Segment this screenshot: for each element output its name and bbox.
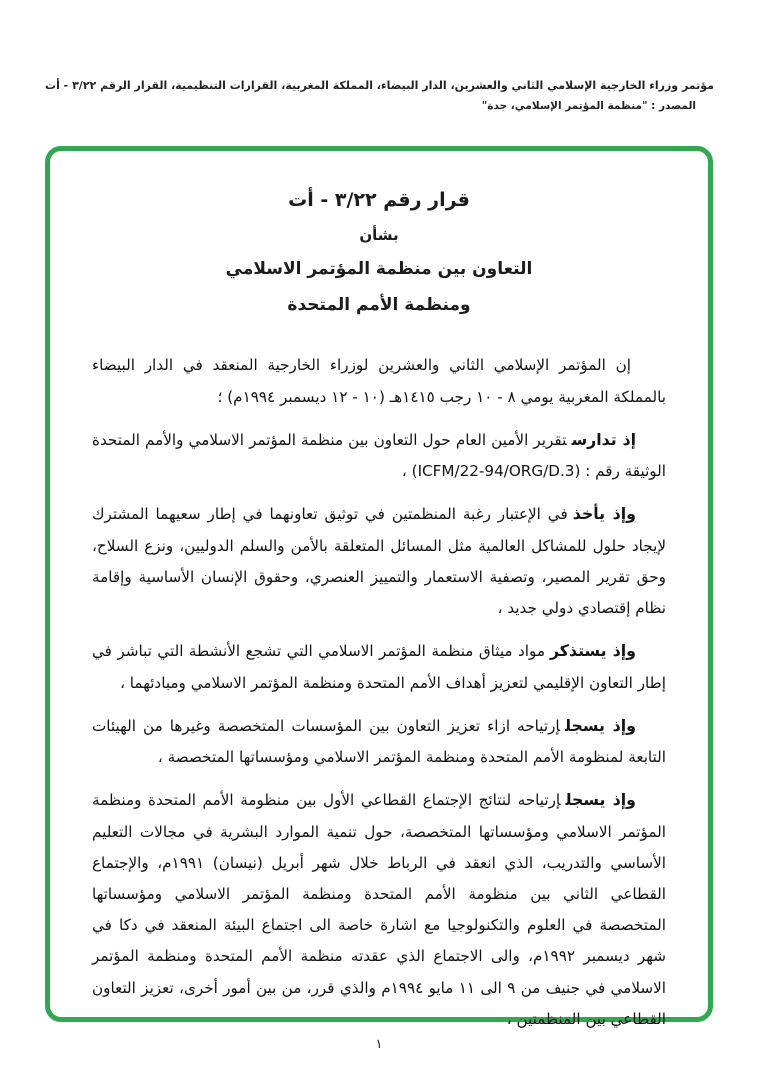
paragraph-text: إرتياحه لنتائج الإجتماع القطاعي الأول بين منظومة الأمم المتحدة ومنظمة المؤتمر الاسلامي ومؤسساتها المتخصصة، حول تنمية الموارد البشرية في مجالات التعليم الأساسي والتدريب، الذي انعقد في الرباط خلال شهر أبريل (نيسان) ١٩٩١م، والإجتماع القطاعي الثاني بين منظومة الأمم المتحدة ومنظمة المؤتمر الاسلامي ومؤسساتها المتخصصة في العلوم والتكنولوجيا مع اشارة خاصة الى اجتماع البيئة المنعقد في دكا في شهر ديسمبر ١٩٩٢م، والى الاجتماع الذي عقدته منظمة الأمم المتحدة ومنظمة المؤتمر الاسلامي في جنيف من ٩ الى ١١ مايو ١٩٩٤م والذي قرر، من بين أمور أخرى، تعزيز التعاون القطاعي بين المنظمتين ،	[92, 791, 667, 1028]
resolution-body	[92, 349, 666, 1034]
paragraph-text: تقرير الأمين العام حول التعاون بين منظمة المؤتمر الاسلامي والأمم المتحدة الوثيقة رقم : (ICFM/22-94/ORG/D.3) ،	[92, 430, 666, 481]
citation-line: مؤتمر وزراء الخارجية الإسلامي الثاني والعشرين، الدار البيضاء، المملكة المغربية، القرارات التنظيمية، القرار الرقم ٣/٢٢ - أت	[45, 79, 714, 92]
paragraph-lead: وإذ يسجل	[565, 715, 636, 735]
page-number: ١	[375, 1037, 383, 1052]
paragraph-preamble	[92, 349, 666, 413]
paragraph-taking-into-account	[92, 498, 666, 624]
paragraph-lead: وإذ يأخذ	[572, 504, 636, 524]
resolution-subject-line-2: ومنظمة الأمم المتحدة	[287, 294, 471, 315]
resolution-subject-word: بشأن	[359, 226, 399, 244]
paragraph-text: مواد ميثاق منظمة المؤتمر الاسلامي التي تشجع الأنشطة التي تباشر في إطار التعاون الإقليمي لتعزيز أهداف الأمم المتحدة ومنظمة المؤتمر الاسلامي ومبادئهما ،	[92, 642, 666, 692]
paragraph-text: إن المؤتمر الإسلامي الثاني والعشرين لوزراء الخارجية المنعقد في الدار البيضاء بالمملكة المغربية يومي ٨ - ١٠ رجب ١٤١٥هـ (١٠ - ١٢ ديسمبر ١٩٩٤م) ؛	[92, 356, 666, 406]
paragraph-lead: إذ تدارس	[571, 429, 637, 449]
resolution-title-block	[92, 181, 666, 323]
paragraph-noting-satisfaction-1	[92, 710, 666, 774]
paragraph-lead: وإذ يستذكر	[549, 641, 637, 661]
paragraph-recalling	[92, 635, 666, 699]
paragraph-noting-satisfaction-2	[92, 784, 666, 1034]
source-line: المصدر : "منظمة المؤتمر الإسلامي، جدة"	[481, 99, 696, 112]
paragraph-text: إرتياحه ازاء تعزيز التعاون بين المؤسسات المتخصصة وغيرها من الهيئات التابعة لمنظومة الأمم المتحدة ومنظمة المؤتمر الاسلامي ومؤسساتها المتخصصة ،	[92, 716, 666, 767]
document-citation-header	[40, 76, 714, 117]
paragraph-text: في الإعتبار رغبة المنظمتين في توثيق تعاونهما في إطار سعيهما المشترك لإيجاد حلول للمشاكل العالمية مثل المسائل المتعلقة بالأمن والسلم الدوليين، ونزع السلاح، وحق تقرير المصير، وتصفية الاستعمار والتمييز العنصري، وحقوق الإنسان الأساسية وإقامة نظام إقتصادي دولي جديد ،	[92, 505, 666, 618]
paragraph-lead: وإذ يسجل	[565, 790, 636, 810]
resolution-number: قرار رقم ٣/٢٢ - أت	[288, 189, 470, 211]
paragraph-having-studied	[92, 424, 666, 488]
document-frame	[45, 146, 713, 1028]
resolution-subject-line-1: التعاون بين منظمة المؤتمر الاسلامي	[225, 259, 533, 279]
